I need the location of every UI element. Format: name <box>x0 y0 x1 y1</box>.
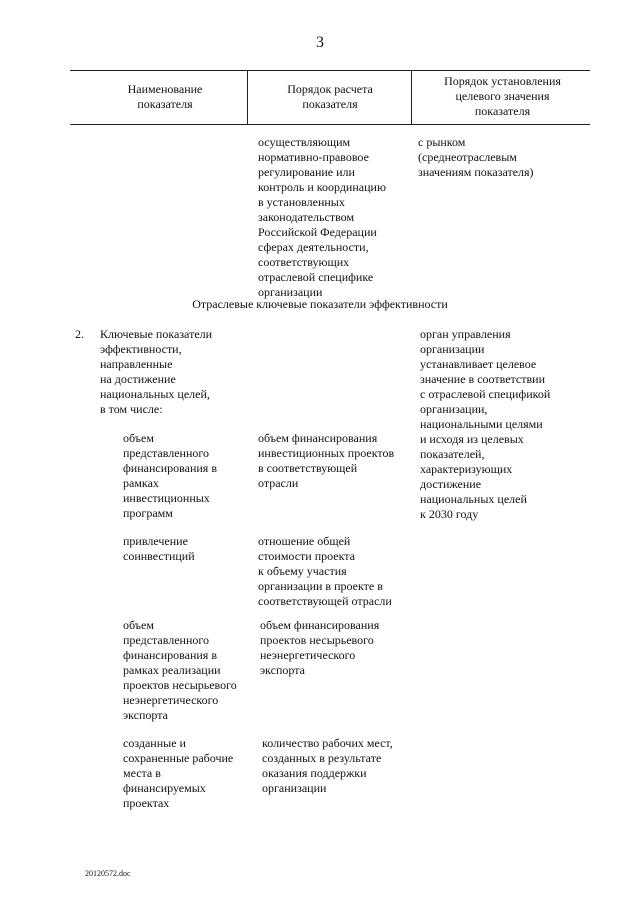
row-target: орган управления организации устанавливает целевое значение в соответствии с отраслевой спецификой организации, национальными целями и исходя из целевых показателей, характеризующих достижение национальных целей к 2030 году <box>420 327 551 521</box>
header-divider-2 <box>411 70 412 124</box>
section-title: Отраслевые ключевые показатели эффективности <box>192 297 448 311</box>
sub-item-calc: объем финансирования проектов несырьевого неэнергетического экспорта <box>260 618 380 677</box>
sub-item-name: объем представленного финансирования в рамках реализации проектов несырьевого неэнергетического экспорта <box>123 618 237 722</box>
header-bottom-rule <box>70 124 590 125</box>
sub-item-calc: отношение общей стоимости проекта к объему участия организации в проекте в соответствующей отрасли <box>258 534 392 608</box>
header-divider-1 <box>247 70 248 124</box>
sub-item-calc: количество рабочих мест, созданных в результате оказания поддержки организации <box>262 736 393 795</box>
sub-item-calc: объем финансирования инвестиционных проектов в соответствующей отрасли <box>258 431 395 490</box>
page-number: 3 <box>316 34 324 51</box>
header-name: Наименование показателя <box>127 82 203 111</box>
header-calc: Порядок расчета показателя <box>287 82 373 111</box>
row-name: Ключевые показатели эффективности, направленные на достижение национальных целей, в том числе: <box>100 327 213 416</box>
continuation-target: с рынком (среднеотраслевым значениям показателя) <box>418 135 534 179</box>
footer-filename: 20120572.doc <box>85 869 131 878</box>
row-number: 2. <box>75 327 84 341</box>
sub-item-name: созданные и сохраненные рабочие места в финансируемых проектах <box>123 736 234 810</box>
continuation-calc: осуществляющим нормативно-правовое регулирование или контроль и координацию в установленных законодательством Российской Федерации сферах деятельности, соответствующих отраслевой специфике организации <box>258 135 386 299</box>
header-top-rule <box>70 70 590 71</box>
sub-item-name: объем представленного финансирования в рамках инвестиционных программ <box>123 431 217 520</box>
header-target: Порядок установления целевого значения показателя <box>444 74 561 118</box>
sub-item-name: привлечение соинвестиций <box>123 534 195 563</box>
